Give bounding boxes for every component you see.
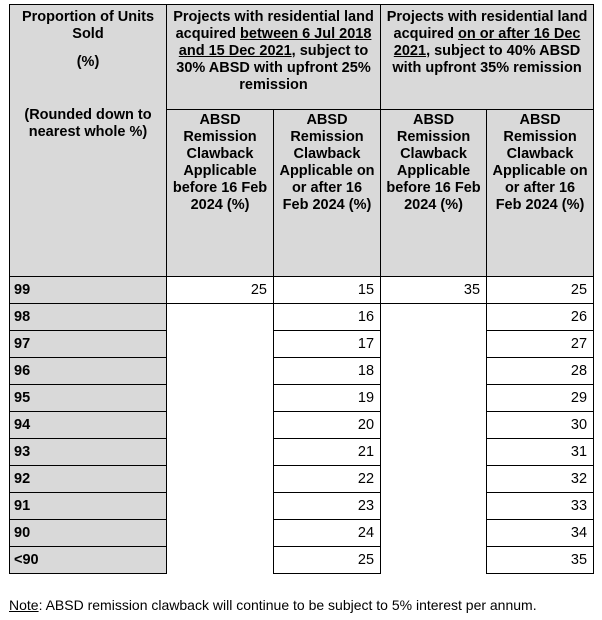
cell-g2-after: 28 <box>487 358 594 385</box>
cell-g1-after: 16 <box>274 304 381 331</box>
header-group-2018-2021: Projects with residential land acquired between 6 Jul 2018 and 15 Dec 2021, subject to 30% ABSD with upfront 25% remission <box>167 5 381 110</box>
cell-g1-before: 25 <box>167 277 274 304</box>
cell-g2-after: 34 <box>487 520 594 547</box>
cell-g1-after: 18 <box>274 358 381 385</box>
cell-g1-before <box>167 493 274 520</box>
header-col1-line1: Proportion of Units Sold <box>21 9 155 42</box>
header-proportion-units-sold <box>10 5 167 277</box>
header-group-after-2021: Projects with residential land acquired on or after 16 Dec 2021, subject to 40% ABSD with upfront 35% remission <box>381 5 594 110</box>
table-row <box>10 466 594 493</box>
cell-g1-before <box>167 466 274 493</box>
cell-g2-before <box>381 466 487 493</box>
cell-g2-after: 25 <box>487 277 594 304</box>
row-label: 92 <box>10 466 167 493</box>
cell-g1-before <box>167 520 274 547</box>
table-row <box>10 331 594 358</box>
row-label: 91 <box>10 493 167 520</box>
header-g2-after-2024: ABSD Remission Clawback Applicable on or after 16 Feb 2024 (%) <box>487 110 594 277</box>
cell-g2-before <box>381 304 487 331</box>
cell-g1-after: 15 <box>274 277 381 304</box>
header-col1-line2: (%) <box>76 54 100 70</box>
table-row <box>10 385 594 412</box>
cell-g2-before <box>381 412 487 439</box>
cell-g2-after: 26 <box>487 304 594 331</box>
cell-g1-after: 21 <box>274 439 381 466</box>
cell-g2-before <box>381 331 487 358</box>
row-label: 97 <box>10 331 167 358</box>
cell-g2-before <box>381 439 487 466</box>
cell-g1-before <box>167 439 274 466</box>
row-label: 94 <box>10 412 167 439</box>
cell-g1-before <box>167 304 274 331</box>
table-row <box>10 412 594 439</box>
footnote-label: Note <box>9 597 39 613</box>
cell-g1-before <box>167 385 274 412</box>
header-g1-after-2024: ABSD Remission Clawback Applicable on or after 16 Feb 2024 (%) <box>274 110 381 277</box>
row-label: 99 <box>10 277 167 304</box>
cell-g2-after: 35 <box>487 547 594 574</box>
table-body <box>10 277 594 574</box>
cell-g2-before <box>381 520 487 547</box>
table-row <box>10 304 594 331</box>
cell-g2-after: 27 <box>487 331 594 358</box>
cell-g2-before: 35 <box>381 277 487 304</box>
table-row <box>10 277 594 304</box>
row-label: 93 <box>10 439 167 466</box>
header-g1-before-2024: ABSD Remission Clawback Applicable before 16 Feb 2024 (%) <box>167 110 274 277</box>
row-label: <90 <box>10 547 167 574</box>
cell-g1-before <box>167 331 274 358</box>
cell-g1-before <box>167 358 274 385</box>
cell-g2-before <box>381 493 487 520</box>
header-group1-date-range: between 6 Jul 2018 and 15 Dec 2021 <box>178 26 372 59</box>
row-label: 90 <box>10 520 167 547</box>
cell-g1-after: 24 <box>274 520 381 547</box>
table-row <box>10 547 594 574</box>
cell-g2-after: 32 <box>487 466 594 493</box>
row-label: 98 <box>10 304 167 331</box>
cell-g1-after: 20 <box>274 412 381 439</box>
table-row <box>10 439 594 466</box>
cell-g2-after: 31 <box>487 439 594 466</box>
clawback-table <box>9 4 594 574</box>
table-row <box>10 520 594 547</box>
cell-g1-before <box>167 547 274 574</box>
cell-g2-before <box>381 358 487 385</box>
header-col1-line3: (Rounded down to nearest whole %) <box>24 107 152 140</box>
cell-g2-before <box>381 385 487 412</box>
header-g2-before-2024: ABSD Remission Clawback Applicable before 16 Feb 2024 (%) <box>381 110 487 277</box>
footnote <box>9 597 537 613</box>
row-label: 96 <box>10 358 167 385</box>
cell-g2-after: 29 <box>487 385 594 412</box>
cell-g2-after: 33 <box>487 493 594 520</box>
cell-g1-after: 25 <box>274 547 381 574</box>
cell-g1-before <box>167 412 274 439</box>
cell-g1-after: 19 <box>274 385 381 412</box>
cell-g2-before <box>381 547 487 574</box>
table-row <box>10 358 594 385</box>
table-row <box>10 493 594 520</box>
header-group2-date-range: on or after 16 Dec 2021 <box>393 26 581 59</box>
cell-g1-after: 23 <box>274 493 381 520</box>
cell-g1-after: 22 <box>274 466 381 493</box>
cell-g1-after: 17 <box>274 331 381 358</box>
cell-g2-after: 30 <box>487 412 594 439</box>
row-label: 95 <box>10 385 167 412</box>
footnote-text: : ABSD remission clawback will continue to be subject to 5% interest per annum. <box>38 597 537 613</box>
